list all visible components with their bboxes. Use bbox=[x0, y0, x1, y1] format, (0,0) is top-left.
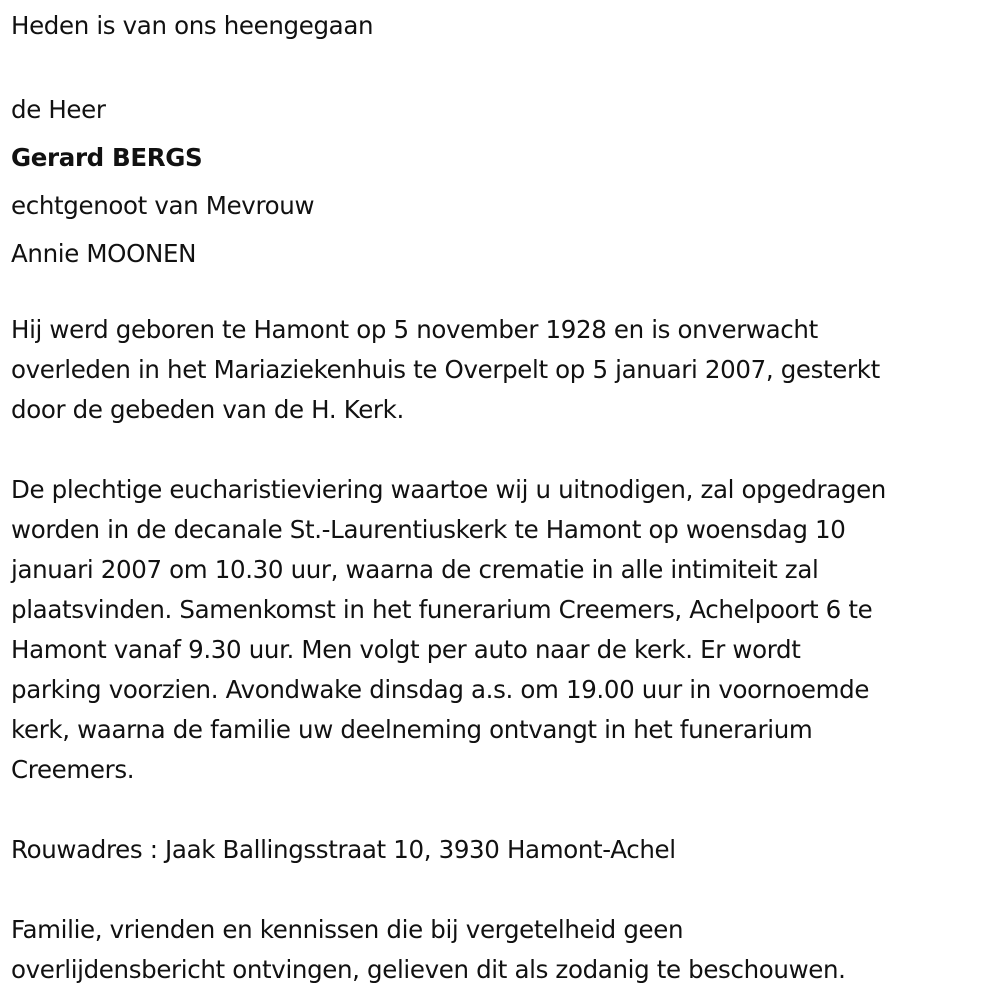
paragraph-line: parking voorzien. Avondwake dinsdag a.s. om 19.00 uur in voornoemde bbox=[11, 675, 870, 704]
paragraph-line: kerk, waarna de familie uw deelneming ontvangt in het funerarium bbox=[11, 715, 813, 744]
ceremony-paragraph bbox=[11, 470, 996, 790]
paragraph-line: overlijdensbericht ontvingen, gelieven dit als zodanig te beschouwen. bbox=[11, 955, 846, 984]
closing-paragraph bbox=[11, 910, 996, 990]
paragraph-line: overleden in het Mariaziekenhuis te Overpelt op 5 januari 2007, gesterkt bbox=[11, 355, 880, 384]
spacer bbox=[11, 46, 996, 86]
paragraph-line: Hij werd geboren te Hamont op 5 november 1928 en is onverwacht bbox=[11, 315, 818, 344]
paragraph-line: De plechtige eucharistieviering waartoe wij u uitnodigen, zal opgedragen bbox=[11, 475, 886, 504]
paragraph-line: worden in de decanale St.-Laurentiuskerk te Hamont op woensdag 10 bbox=[11, 515, 846, 544]
spacer bbox=[11, 870, 996, 910]
paragraph-line: Hamont vanaf 9.30 uur. Men volgt per auto naar de kerk. Er wordt bbox=[11, 635, 801, 664]
spacer bbox=[11, 430, 996, 470]
spacer bbox=[11, 278, 996, 310]
paragraph-line: plaatsvinden. Samenkomst in het funerarium Creemers, Achelpoort 6 te bbox=[11, 595, 873, 624]
mourning-address: Rouwadres : Jaak Ballingsstraat 10, 3930 Hamont-Achel bbox=[11, 835, 676, 864]
intro-line: Heden is van ons heengegaan bbox=[11, 11, 374, 40]
paragraph-line: Creemers. bbox=[11, 755, 135, 784]
spacer bbox=[11, 790, 996, 830]
obituary-notice bbox=[11, 6, 996, 990]
paragraph-line: Familie, vrienden en kennissen die bij vergetelheid geen bbox=[11, 915, 684, 944]
spouse-label: echtgenoot van Mevrouw bbox=[11, 191, 315, 220]
paragraph-line: door de gebeden van de H. Kerk. bbox=[11, 395, 404, 424]
paragraph-line: januari 2007 om 10.30 uur, waarna de crematie in alle intimiteit zal bbox=[11, 555, 819, 584]
honorific: de Heer bbox=[11, 95, 106, 124]
birth-paragraph bbox=[11, 310, 996, 430]
spouse-name: Annie MOONEN bbox=[11, 239, 197, 268]
deceased-name: Gerard BERGS bbox=[11, 143, 203, 172]
